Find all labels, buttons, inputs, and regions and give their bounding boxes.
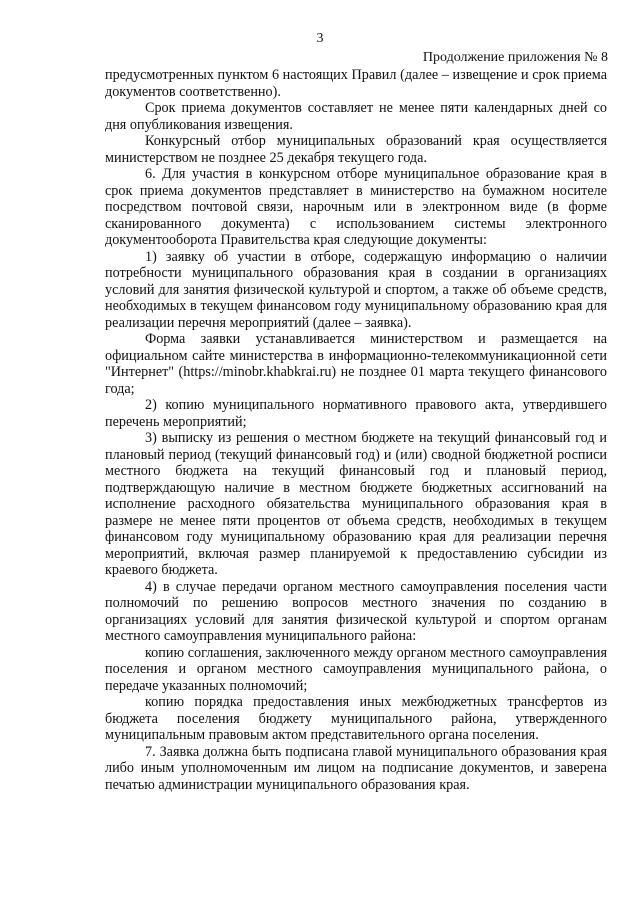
paragraph-10: копию соглашения, заключенного между органом местного самоуправления поселения и органом местного самоуправления муниципального района, о передаче указанных полномочий; — [105, 644, 607, 694]
paragraph-1: предусмотренных пунктом 6 настоящих Правил (далее – извещение и срок приема документов соответственно). — [105, 67, 607, 100]
paragraph-12: 7. Заявка должна быть подписана главой муниципального образования края либо иным уполномоченным им лицом на подписание документов, и заверена печатью администрации муниципального образования края. — [105, 743, 607, 793]
paragraph-4: 6. Для участия в конкурсном отборе муниципальное образование края в срок приема документов представляет в министерство на бумажном носителе посредством почтовой связи, нарочным или в электронном виде (в форме сканированного документа) с использованием системы электронного документооборота Правительства края следующие документы: — [105, 166, 607, 248]
page-number: 3 — [316, 31, 324, 46]
paragraph-3: Конкурсный отбор муниципальных образований края осуществляется министерством не позднее 25 декабря текущего года. — [105, 133, 607, 166]
paragraph-6: Форма заявки устанавливается министерством и размещается на официальном сайте министерства в информационно-телекоммуникационной сети "Интернет" (https://minobr.khabkrai.ru) не позднее 01 марта текущего финансового года; — [105, 331, 607, 397]
paragraph-2: Срок приема документов составляет не менее пяти календарных дней со дня опубликования извещения. — [105, 100, 607, 133]
paragraph-8: 3) выписку из решения о местном бюджете на текущий финансовый год и плановый период (текущий финансовый год) и (или) сводной бюджетной росписи местного бюджета на текущий финансовый год и плановый период, подтверждающую наличие в местном бюджете бюджетных ассигнований на исполнение расходного обязательства муниципального образования края в размере не менее пяти процентов от объема средств, необходимых в текущем финансовом году муниципальному образованию края для реализации перечня мероприятий, включая размер планируемой к предоставлению субсидии из краевого бюджета. — [105, 430, 607, 578]
appendix-continuation-label: Продолжение приложения № 8 — [422, 50, 608, 65]
paragraph-7: 2) копию муниципального нормативного правового акта, утвердившего перечень мероприятий; — [105, 397, 607, 430]
paragraph-11: копию порядка предоставления иных межбюджетных трансфертов из бюджета поселения бюджету муниципального района, утвержденного муниципальным правовым актом представительного органа поселения. — [105, 694, 607, 743]
document-body — [105, 67, 607, 793]
paragraph-9: 4) в случае передачи органом местного самоуправления поселения части полномочий по решению вопросов местного значения по созданию в организациях условий для занятия физической культурой и спортом органам местного самоуправления муниципального района: — [105, 578, 607, 644]
paragraph-5: 1) заявку об участии в отборе, содержащую информацию о наличии потребности муниципального образования края в создании в организациях условий для занятия физической культурой и спортом, а также об объеме средств, необходимых в текущем финансовом году муниципальному образованию края для реализации перечня мероприятий (далее – заявка). — [105, 248, 607, 331]
